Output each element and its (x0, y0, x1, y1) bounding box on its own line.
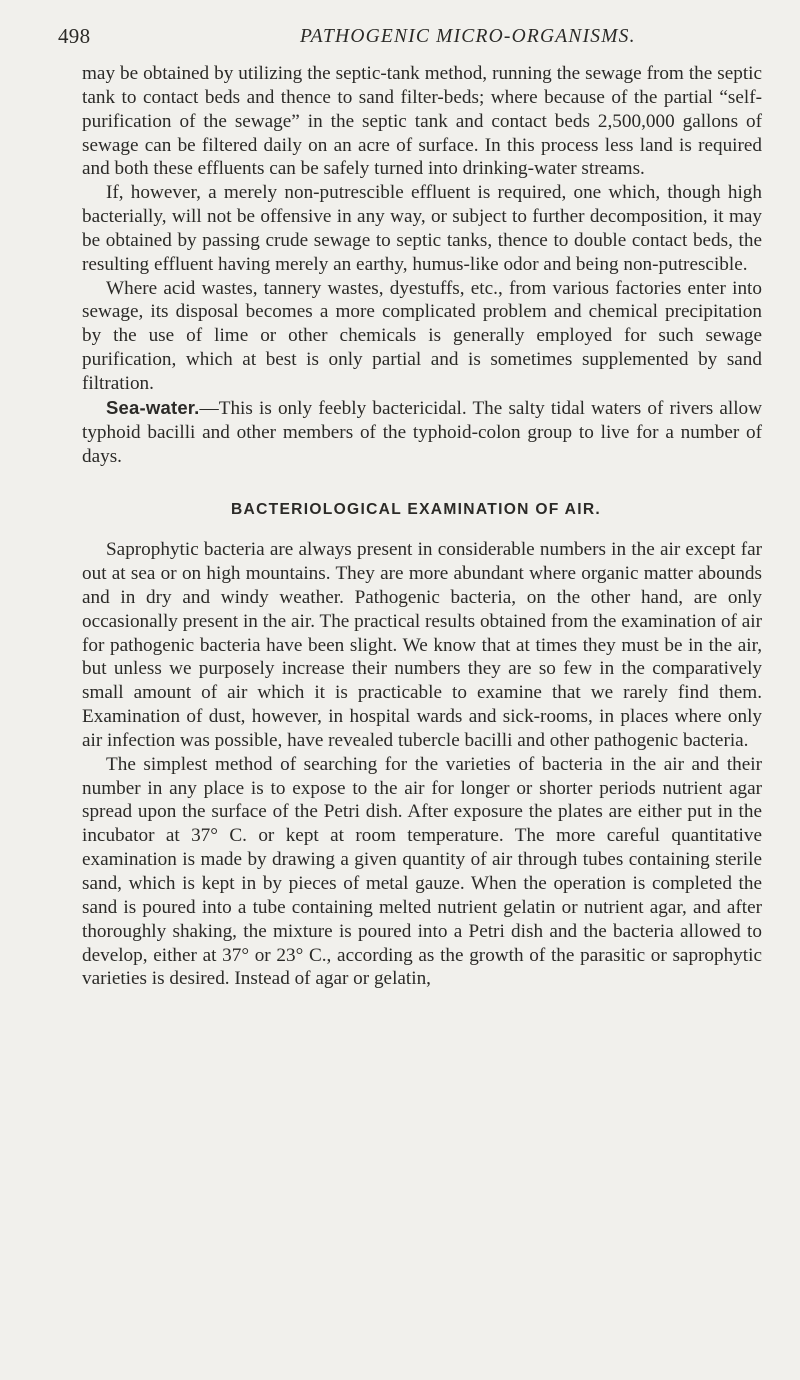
paragraph: The simplest method of searching for the varieties of bacteria in the air and their number in any place is to expose to the air for longer or shorter periods nutrient agar spread upon the surface of the Petri dish. After exposure the plates are either put in the incubator at 37° C. or kept at room temperature. The more careful quantitative examination is made by drawing a given quantity of air through tubes containing sterile sand, which is kept in by pieces of metal gauze. When the operation is completed the sand is poured into a tube containing melted nutrient gelatin or nutrient agar, and after thoroughly shaking, the mixture is poured into a Petri dish and the bacteria allowed to develop, either at 37° or 23° C., according as the growth of the parasitic or saprophytic varieties is desired. Instead of agar or gelatin, (82, 753, 762, 990)
section-heading: BACTERIOLOGICAL EXAMINATION OF AIR. (230, 501, 602, 519)
paragraph-text: —This is only feebly bactericidal. The salty tidal waters of rivers allow typhoid bacilli and other members of the typhoid-colon group to live for a number of days. (82, 397, 762, 467)
paragraph: Saprophytic bacteria are always present in considerable numbers in the air except far out at sea or on high mountains. They are more abundant where organic matter abounds and in dry and windy weather. Pathogenic bacteria, on the other hand, are only occasionally present in the air. The practical results obtained from the examination of air for pathogenic bacteria have been slight. We know that at times they must be in the air, but unless we purposely increase their numbers they are so few in the comparatively small amount of air which it is practicable to examine that we rarely find them. Examination of dust, however, in hospital wards and sick-rooms, in places where only air infection was possible, have revealed tubercle bacilli and other pathogenic bacteria. (82, 539, 762, 751)
running-head (58, 22, 762, 62)
run-in-heading: Sea-water. (106, 396, 200, 418)
page-number: 498 (58, 24, 91, 48)
paragraph: Where acid wastes, tannery wastes, dyestuffs, etc., from various factories enter into sewage, its disposal becomes a more complicated problem and chemical precipitation by the use of lime or other chemicals is generally employed for such sewage purification, which at best is only partial and is sometimes supplemented by sand filtration. (82, 277, 762, 394)
running-title: PATHOGENIC MICRO-ORGANISMS. (300, 26, 636, 47)
paragraph: If, however, a merely non-putrescible effluent is required, one which, though high bacterially, will not be offensive in any way, or subject to further decomposition, it may be obtained by passing crude sewage to septic tanks, thence to double contact beds, the resulting effluent having merely an earthy, humus-like odor and being non-putrescible. (82, 182, 762, 275)
paragraph-continued: may be obtained by utilizing the septic-tank method, running the sewage from the septic tank to contact beds and thence to sand filter-beds; where because of the partial “self-purification of the sewage” in the septic tank and contact beds 2,500,000 gallons of sewage can be filtered daily on an acre of surface. In this process less land is required and both these effluents can be safely turned into drinking-water streams. (82, 63, 762, 180)
body-text (82, 62, 762, 991)
paragraph-sea-water (82, 396, 762, 469)
